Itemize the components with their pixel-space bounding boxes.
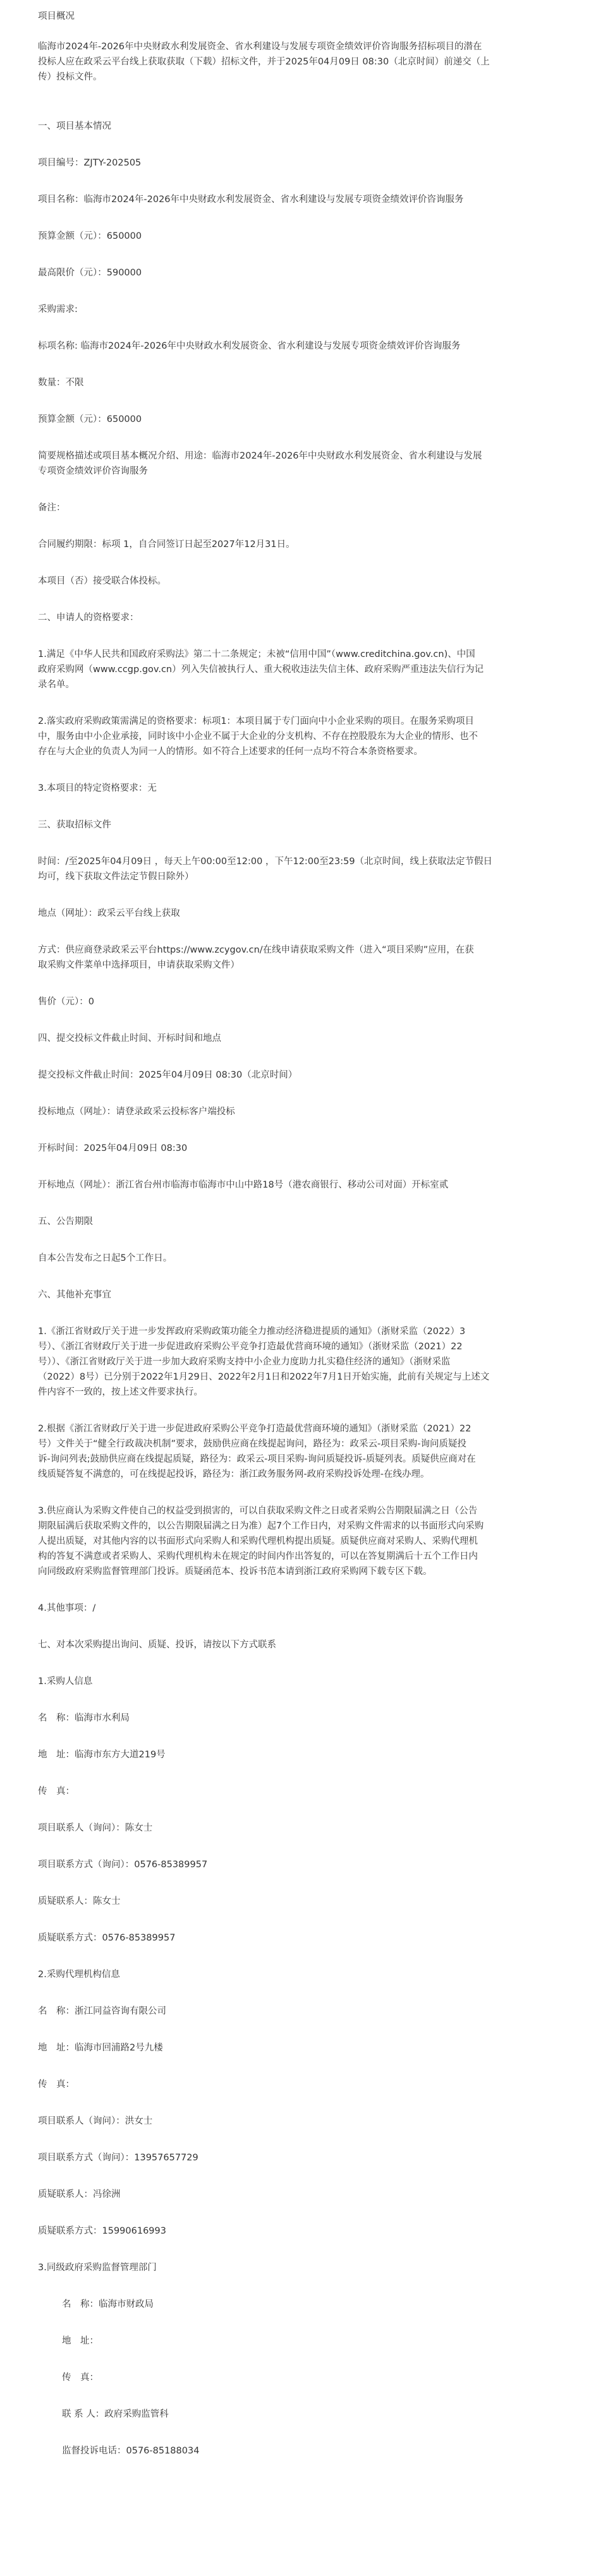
obtain-time-line-1: 时间：/至2025年04月09日 ，每天上午00:00至12:00 ，下午12:00至23:59（北京时间，线上获取法定节假日 xyxy=(38,857,493,867)
agent-fax: 传 真： xyxy=(38,2079,75,2090)
agent-query-contact: 质疑联系人：冯徐洲 xyxy=(38,2189,121,2200)
obtain-method-line-2: 取采购文件菜单中选择项目，申请获取采购文件） xyxy=(38,960,240,970)
joint-bid-note: 本项目（否）接受联合体投标。 xyxy=(38,576,166,586)
obtain-place: 地点（网址）：政采云平台线上获取 xyxy=(38,908,180,918)
section-7-heading: 七、对本次采购提出询问、质疑、投诉，请按以下方式联系 xyxy=(38,1640,276,1650)
purchaser-heading: 1.采购人信息 xyxy=(38,1676,93,1687)
lot-budget: 预算金额（元）：650000 xyxy=(38,414,142,424)
demand-label: 采购需求: xyxy=(38,304,78,315)
budget-amount: 预算金额（元）：650000 xyxy=(38,231,142,241)
submission-deadline: 提交投标文件截止时间：2025年04月09日 08:30（北京时间） xyxy=(38,1070,298,1080)
opening-place: 开标地点（网址）：浙江省台州市临海市临海市中山中路18号（港农商银行、移动公司对面）开标室贰 xyxy=(38,1180,449,1190)
supervisor-phone: 监督投诉电话：0576-85188034 xyxy=(62,2446,200,2456)
intro-line-1: 临海市2024年-2026年中央财政水利发展资金、省水利建设与发展专项资金绩效评价咨询服务招标项目的潜在 xyxy=(38,42,482,52)
requirement-2-line-1: 2.落实政府采购政策需满足的资格要求：标项1：本项目属于专门面向中小企业采购的项目。在服务采购项目 xyxy=(38,716,475,726)
quantity: 数量：不限 xyxy=(38,378,84,388)
requirement-2-line-3: 存在与大企业的负责人为同一人的情形。如不符合上述要求的任何一点均不符合本条资格要求。 xyxy=(38,747,423,757)
section-1-heading: 一、项目基本情况 xyxy=(38,121,111,131)
project-number: 项目编号：ZJTY-202505 xyxy=(38,158,142,168)
requirement-1-line-3: 录名单。 xyxy=(38,680,75,690)
agent-name: 名 称：浙江同益咨询有限公司 xyxy=(38,2006,166,2016)
intro-line-2: 投标人应在政采云平台线上获取获取（下载）招标文件，并于2025年04月09日 08:30（北京时间）前递交（上 xyxy=(38,57,490,67)
supplement-1-line-2: 号）、《浙江省财政厅关于进一步促进政府采购公平竞争打造最优营商环境的通知》（浙财采监（2021）22 xyxy=(38,1342,463,1352)
agent-query-phone: 质疑联系方式：15990616993 xyxy=(38,2226,166,2236)
project-name: 项目名称：临海市2024年-2026年中央财政水利发展资金、省水利建设与发展专项资金绩效评价咨询服务 xyxy=(38,195,464,205)
supplement-3-line-5: 向同级政府采购监督管理部门投诉。质疑函范本、投诉书范本请到浙江政府采购网下载专区下载。 xyxy=(38,1567,432,1577)
supplement-3-line-3: 人提出质疑，对其他内容的以书面形式向采购人和采购代理机构提出质疑。质疑供应商对采购人、采购代理机 xyxy=(38,1536,478,1546)
supervisor-fax: 传 真： xyxy=(62,2373,99,2383)
intro-line-3: 传）投标文件。 xyxy=(38,72,102,82)
supplement-2-line-1: 2.根据《浙江省财政厅关于进一步促进政府采购公平竞争打造最优营商环境的通知》（浙财采监（2021）22 xyxy=(38,1424,471,1434)
supervisor-heading: 3.同级政府采购监督管理部门 xyxy=(38,2263,157,2273)
supplement-1-line-3: 号））、《浙江省财政厅关于进一步加大政府采购支持中小企业力度助力扎实稳住经济的通知》（浙财采监 xyxy=(38,1357,451,1367)
purchaser-fax: 传 真： xyxy=(38,1786,75,1797)
notice-period: 自本公告发布之日起5个工作日。 xyxy=(38,1253,173,1263)
purchaser-phone: 项目联系方式（询问）：0576-85389957 xyxy=(38,1860,208,1870)
requirement-2-line-2: 中，服务由中小企业承接，同时该中小企业不属于大企业的分支机构、不存在控股股东为大企业的情形、也不 xyxy=(38,731,478,742)
supervisor-contact: 联 系 人：政府采购监管科 xyxy=(62,2409,169,2419)
description-line-2: 专项资金绩效评价咨询服务 xyxy=(38,466,148,476)
purchaser-contact: 项目联系人（询问）：陈女士 xyxy=(38,1823,153,1833)
purchaser-query-contact: 质疑联系人：陈女士 xyxy=(38,1896,121,1906)
agent-phone: 项目联系方式（询问）：13957657729 xyxy=(38,2153,198,2163)
supervisor-name: 名 称：临海市财政局 xyxy=(62,2299,154,2309)
obtain-time-line-2: 均可，线下获取文件法定节假日除外） xyxy=(38,872,194,882)
obtain-method-line-1: 方式：供应商登录政采云平台https://www.zcygov.cn/在线申请获取采购文件（进入“项目采购”应用，在获 xyxy=(38,945,474,955)
supplement-2-line-2: 号）文件关于“健全行政裁决机制”要求，鼓励供应商在线提起询问，路径为：政采云-项目采购-询问质疑投 xyxy=(38,1439,466,1449)
supervisor-address: 地 址： xyxy=(62,2336,99,2346)
requirement-1-line-1: 1.满足《中华人民共和国政府采购法》第二十二条规定；未被“信用中国”（www.creditchina.gov.cn)、中国 xyxy=(38,649,475,659)
supplement-1-line-5: 件内容不一致的，按上述文件要求执行。 xyxy=(38,1387,203,1397)
opening-time: 开标时间：2025年04月09日 08:30 xyxy=(38,1143,188,1153)
contract-period: 合同履约期限：标项 1，自合同签订日起至2027年12月31日。 xyxy=(38,539,295,550)
requirement-3: 3.本项目的特定资格要求：无 xyxy=(38,783,157,793)
supplement-3-line-1: 3.供应商认为采购文件使自己的权益受到损害的，可以自获取采购文件之日或者采购公告期限届满之日（公告 xyxy=(38,1506,478,1516)
description-line-1: 简要规格描述或项目基本概况介绍、用途：临海市2024年-2026年中央财政水利发展资金、省水利建设与发展 xyxy=(38,451,482,461)
requirement-1-line-2: 政府采购网（www.ccgp.gov.cn）列入失信被执行人、重大税收违法失信主体、政府采购严重违法失信行为记 xyxy=(38,665,484,675)
submission-place: 投标地点（网址）：请登录政采云投标客户端投标 xyxy=(38,1107,235,1117)
purchaser-query-phone: 质疑联系方式：0576-85389957 xyxy=(38,1933,176,1943)
lot-name: 标项名称: 临海市2024年-2026年中央财政水利发展资金、省水利建设与发展专项资金绩效评价咨询服务 xyxy=(38,341,461,351)
purchaser-name: 名 称：临海市水利局 xyxy=(38,1713,130,1723)
section-2-heading: 二、申请人的资格要求： xyxy=(38,613,139,623)
section-title: 项目概况 xyxy=(38,11,75,21)
section-3-heading: 三、获取招标文件 xyxy=(38,820,111,830)
section-6-heading: 六、其他补充事宜 xyxy=(38,1290,111,1300)
supplement-3-line-4: 构的答复不满意或者采购人、采购代理机构未在规定的时间内作出答复的，可以在答复期满后十五个工作日内 xyxy=(38,1551,478,1562)
agent-contact: 项目联系人（询问）：洪女士 xyxy=(38,2116,153,2126)
agent-address: 地 址：临海市回浦路2号九楼 xyxy=(38,2043,163,2053)
supplement-2-line-4: 线质疑答复不满意的，可在线提起投诉，路径为：浙江政务服务网-政府采购投诉处理-在线办理。 xyxy=(38,1469,430,1479)
section-4-heading: 四、提交投标文件截止时间、开标时间和地点 xyxy=(38,1033,221,1044)
supplement-4: 4.其他事项：/ xyxy=(38,1603,96,1613)
section-5-heading: 五、公告期限 xyxy=(38,1217,93,1227)
document-price: 售价（元）：0 xyxy=(38,997,94,1007)
purchaser-address: 地 址：临海市东方大道219号 xyxy=(38,1750,166,1760)
supplement-3-line-2: 期限届满后获取采购文件的，以公告期限届满之日为准）起7个工作日内，对采购文件需求的以书面形式向采购 xyxy=(38,1521,484,1531)
supplement-2-line-3: 诉-询问列表;鼓励供应商在线提起质疑，路径为：政采云-项目采购-询问质疑投诉-质疑列表。质疑供应商对在 xyxy=(38,1454,476,1464)
max-price: 最高限价（元）：590000 xyxy=(38,268,142,278)
agent-heading: 2.采购代理机构信息 xyxy=(38,1970,120,1980)
remark-label: 备注： xyxy=(38,503,66,513)
supplement-1-line-1: 1.《浙江省财政厅关于进一步发挥政府采购政策功能全力推动经济稳进提质的通知》（浙财采监（2022）3 xyxy=(38,1327,466,1337)
supplement-1-line-4: （2022）8号）已分别于2022年1月29日、2022年2月1日和2022年7月1日开始实施，此前有关规定与上述文 xyxy=(38,1372,490,1382)
